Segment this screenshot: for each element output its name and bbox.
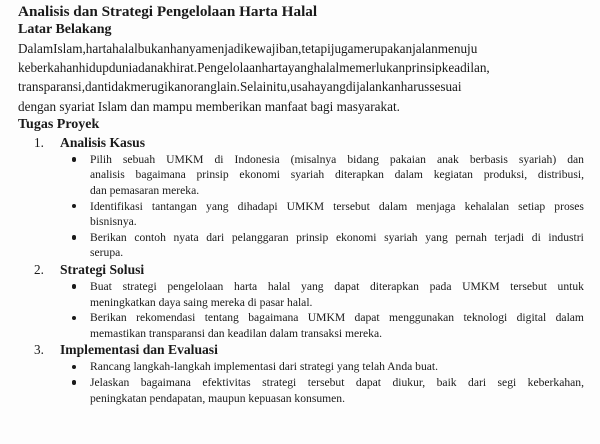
task-list [18,134,584,406]
document-title: Analisis dan Strategi Pengelolaan Harta Halal [18,3,318,20]
bullet-line: Berikan contoh nyata dari pelanggaran prinsip ekonomi syariah yang pernah terjadi di industri [90,230,584,244]
bullet-item [60,279,584,310]
task-title: Strategi Solusi [60,261,145,277]
bullet-list [60,152,584,261]
task-title: Implementasi dan Evaluasi [60,342,218,358]
task-number: 3. [34,342,44,358]
bullet-line: Identifikasi tantangan yang dihadapi UMKM tersebut dalam menjaga kehalalan setiap proses [90,199,584,213]
task-title: Analisis Kasus [60,134,145,150]
bullet-line: Rancang langkah-langkah implementasi dari strategi yang telah Anda buat. [90,360,439,374]
bullet-line: dan pemasaran mereka. [90,184,200,197]
bullet-line: Pilih sebuah UMKM di Indonesia (misalnya bidang pakaian anak berbasis syariah) dan [90,152,584,166]
bullet-line: Jelaskan bagaimana efektivitas strategi tersebut dapat diukur, baik dari segi keberkahan, [90,375,584,389]
bullet-dot-icon [72,157,76,161]
task-number: 2. [34,261,44,277]
bullet-line: analisis bagaimana prinsip ekonomi syariah diterapkan dalam kegiatan produksi, distribusi, [90,168,584,182]
bullet-line: Berikan rekomendasi tentang bagaimana UMKM dapat menggunakan teknologi digital dalam [90,311,584,325]
paragraph-line: keberkahanhidupduniadanakhirat.Pengelolaanhartayanghalalmemerlukanprinsipkeadilan, [18,60,490,76]
bullet-line: serupa. [90,246,124,260]
bullet-dot-icon [72,365,76,369]
task-item [18,261,584,341]
task-item [18,341,584,406]
bullet-list [60,359,584,406]
paragraph-line: transparansi,dantidakmerugikanoranglain.Selainitu,usahayangdijalankanharussesuai [18,79,462,95]
project-section [18,116,584,406]
bullet-line: meningkatkan daya saing mereka di pasar halal. [90,295,313,309]
paragraph-line: dengan syariat Islam dan mampu memberikan manfaat bagi masyarakat. [18,98,400,114]
bullet-line: memastikan transparansi dan keadilan dalam transaksi mereka. [90,326,382,340]
background-section [18,21,584,116]
bullet-list [60,279,584,341]
bullet-item [60,359,584,375]
paragraph-line: DalamIslam,hartahalalbukanhanyamenjadikewajiban,tetapijugamerupakanjalanmenuju [18,41,478,56]
bullet-item [60,310,584,341]
background-paragraph [18,39,584,116]
task-number: 1. [34,134,44,150]
bullet-line: Buat strategi pengelolaan harta halal yang dapat diterapkan pada UMKM tersebut untuk [90,279,584,293]
background-heading: Latar Belakang [18,22,112,37]
bullet-dot-icon [72,235,76,239]
bullet-item [60,230,584,261]
bullet-line: bisnisnya. [90,215,137,229]
bullet-line: peningkatan pendapatan, maupun kepuasan konsumen. [90,391,345,405]
bullet-item [60,199,584,230]
bullet-item [60,375,584,406]
bullet-dot-icon [72,284,76,288]
bullet-item [60,152,584,199]
bullet-dot-icon [72,204,76,208]
bullet-dot-icon [72,380,76,384]
task-item [18,134,584,261]
project-heading: Tugas Proyek [18,116,100,132]
bullet-dot-icon [72,316,76,320]
